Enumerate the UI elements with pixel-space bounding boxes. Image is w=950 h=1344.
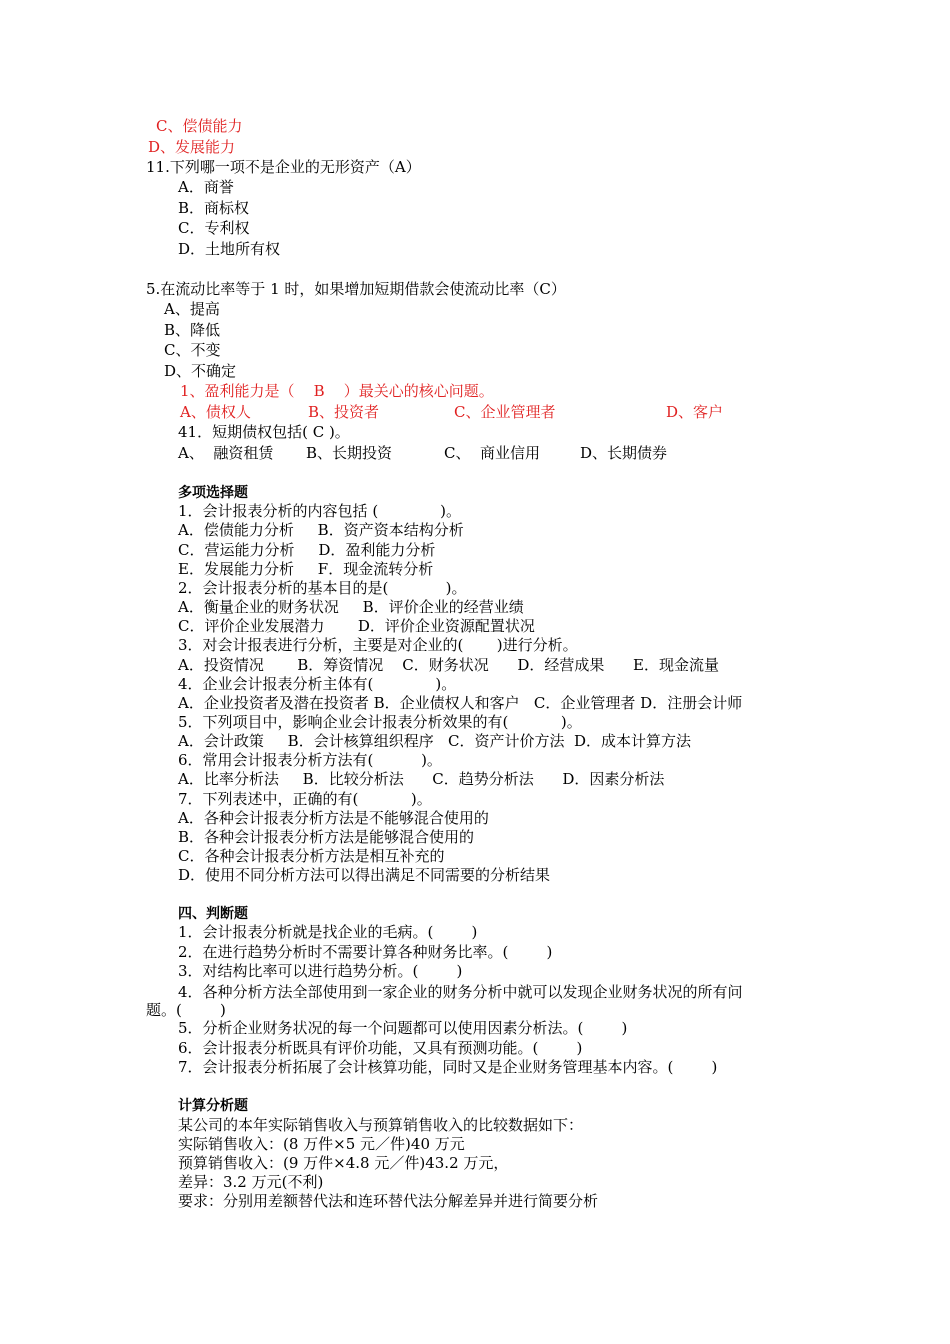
multi-line: A．偿债能力分析 B．资产资本结构分析 [178,521,464,539]
option-text: B、投资者 [308,403,380,421]
question-1-profitability: 1、盈利能力是（ B ）最关心的核心问题。 [180,382,494,400]
multi-line: A．会计政策 B．会计核算组织程序 C．资产计价方法 D．成本计算方法 [178,732,692,750]
multi-line: D．使用不同分析方法可以得出满足不同需要的分析结果 [178,866,551,884]
multi-line: A．投资情况 B．筹资情况 C．财务状况 D．经营成果 E．现金流量 [178,656,719,674]
option-text: A、提高 [164,300,220,318]
option-text: D．土地所有权 [178,240,281,258]
option-text: C．专利权 [178,219,250,237]
multi-line: 7．下列表述中，正确的有( )。 [178,790,432,808]
section-heading-judge: 四、判断题 [178,906,248,922]
multi-line: 6．常用会计报表分析方法有( )。 [178,751,442,769]
multi-line: A．比率分析法 B．比较分析法 C．趋势分析法 D．因素分析法 [178,770,665,788]
option-text: A、 融资租赁 [178,444,274,462]
calc-line: 实际销售收入：(8 万件×5 元／件)40 万元 [178,1135,465,1153]
calc-line: 差异：3.2 万元(不利) [178,1173,324,1191]
multi-line: C．评价企业发展潜力 D．评价企业资源配置状况 [178,617,535,635]
option-text: B、降低 [164,321,221,339]
judge-line: 3．对结构比率可以进行趋势分析。( ) [178,962,463,980]
multi-line: 2．会计报表分析的基本目的是( )。 [178,579,467,597]
option-text: D、发展能力 [148,138,236,156]
question-5: 5.在流动比率等于 1 时，如果增加短期借款会使流动比率（C） [146,280,566,298]
judge-line: 7．会计报表分析拓展了会计核算功能，同时又是企业财务管理基本内容。( ) [178,1058,718,1076]
option-text: D、不确定 [164,362,237,380]
multi-line: A．企业投资者及潜在投资者 B．企业债权人和客户 C．企业管理者 D．注册会计师 [178,694,743,712]
multi-line: C．各种会计报表分析方法是相互补充的 [178,847,445,865]
judge-line: 题。( ) [146,1001,226,1019]
multi-line: 1．会计报表分析的内容包括 ( )。 [178,502,462,520]
multi-line: B．各种会计报表分析方法是能够混合使用的 [178,828,475,846]
option-text: A．商誉 [178,178,234,196]
option-text: C、企业管理者 [454,403,556,421]
option-text: B．商标权 [178,199,250,217]
judge-line: 6．会计报表分析既具有评价功能，又具有预测功能。( ) [178,1039,583,1057]
multi-line: 5．下列项目中，影响企业会计报表分析效果的有( )。 [178,713,582,731]
option-text: C、偿债能力 [156,117,243,135]
question-41: 41．短期债权包括( C )。 [178,423,350,441]
section-heading-multi: 多项选择题 [178,485,248,501]
multi-line: 4．企业会计报表分析主体有( )。 [178,675,457,693]
calc-line: 某公司的本年实际销售收入与预算销售收入的比较数据如下： [178,1116,584,1134]
calc-line: 预算销售收入：(9 万件×4.8 元／件)43.2 万元， [178,1154,509,1172]
option-text: C、 商业信用 [444,444,541,462]
option-text: D、客户 [666,403,724,421]
judge-line: 1．会计报表分析就是找企业的毛病。( ) [178,923,478,941]
option-text: A、债权人 [180,403,251,421]
multi-line: 3．对会计报表进行分析，主要是对企业的( )进行分析。 [178,636,578,654]
judge-line: 5．分析企业财务状况的每一个问题都可以使用因素分析法。( ) [178,1019,628,1037]
option-text: B、长期投资 [306,444,393,462]
calc-line: 要求：分别用差额替代法和连环替代法分解差异并进行简要分析 [178,1192,599,1210]
judge-line: 2．在进行趋势分析时不需要计算各种财务比率。( ) [178,943,553,961]
question-11: 11.下列哪一项不是企业的无形资产（A） [146,158,421,176]
multi-line: C．营运能力分析 D．盈利能力分析 [178,541,436,559]
option-text: D、长期债券 [580,444,668,462]
multi-line: E．发展能力分析 F．现金流转分析 [178,560,434,578]
judge-line: 4．各种分析方法全部使用到一家企业的财务分析中就可以发现企业财务状况的所有问 [178,983,743,1001]
multi-line: A．衡量企业的财务状况 B．评价企业的经营业绩 [178,598,524,616]
option-text: C、不变 [164,341,221,359]
multi-line: A．各种会计报表分析方法是不能够混合使用的 [178,809,489,827]
section-heading-calc: 计算分析题 [178,1098,248,1114]
